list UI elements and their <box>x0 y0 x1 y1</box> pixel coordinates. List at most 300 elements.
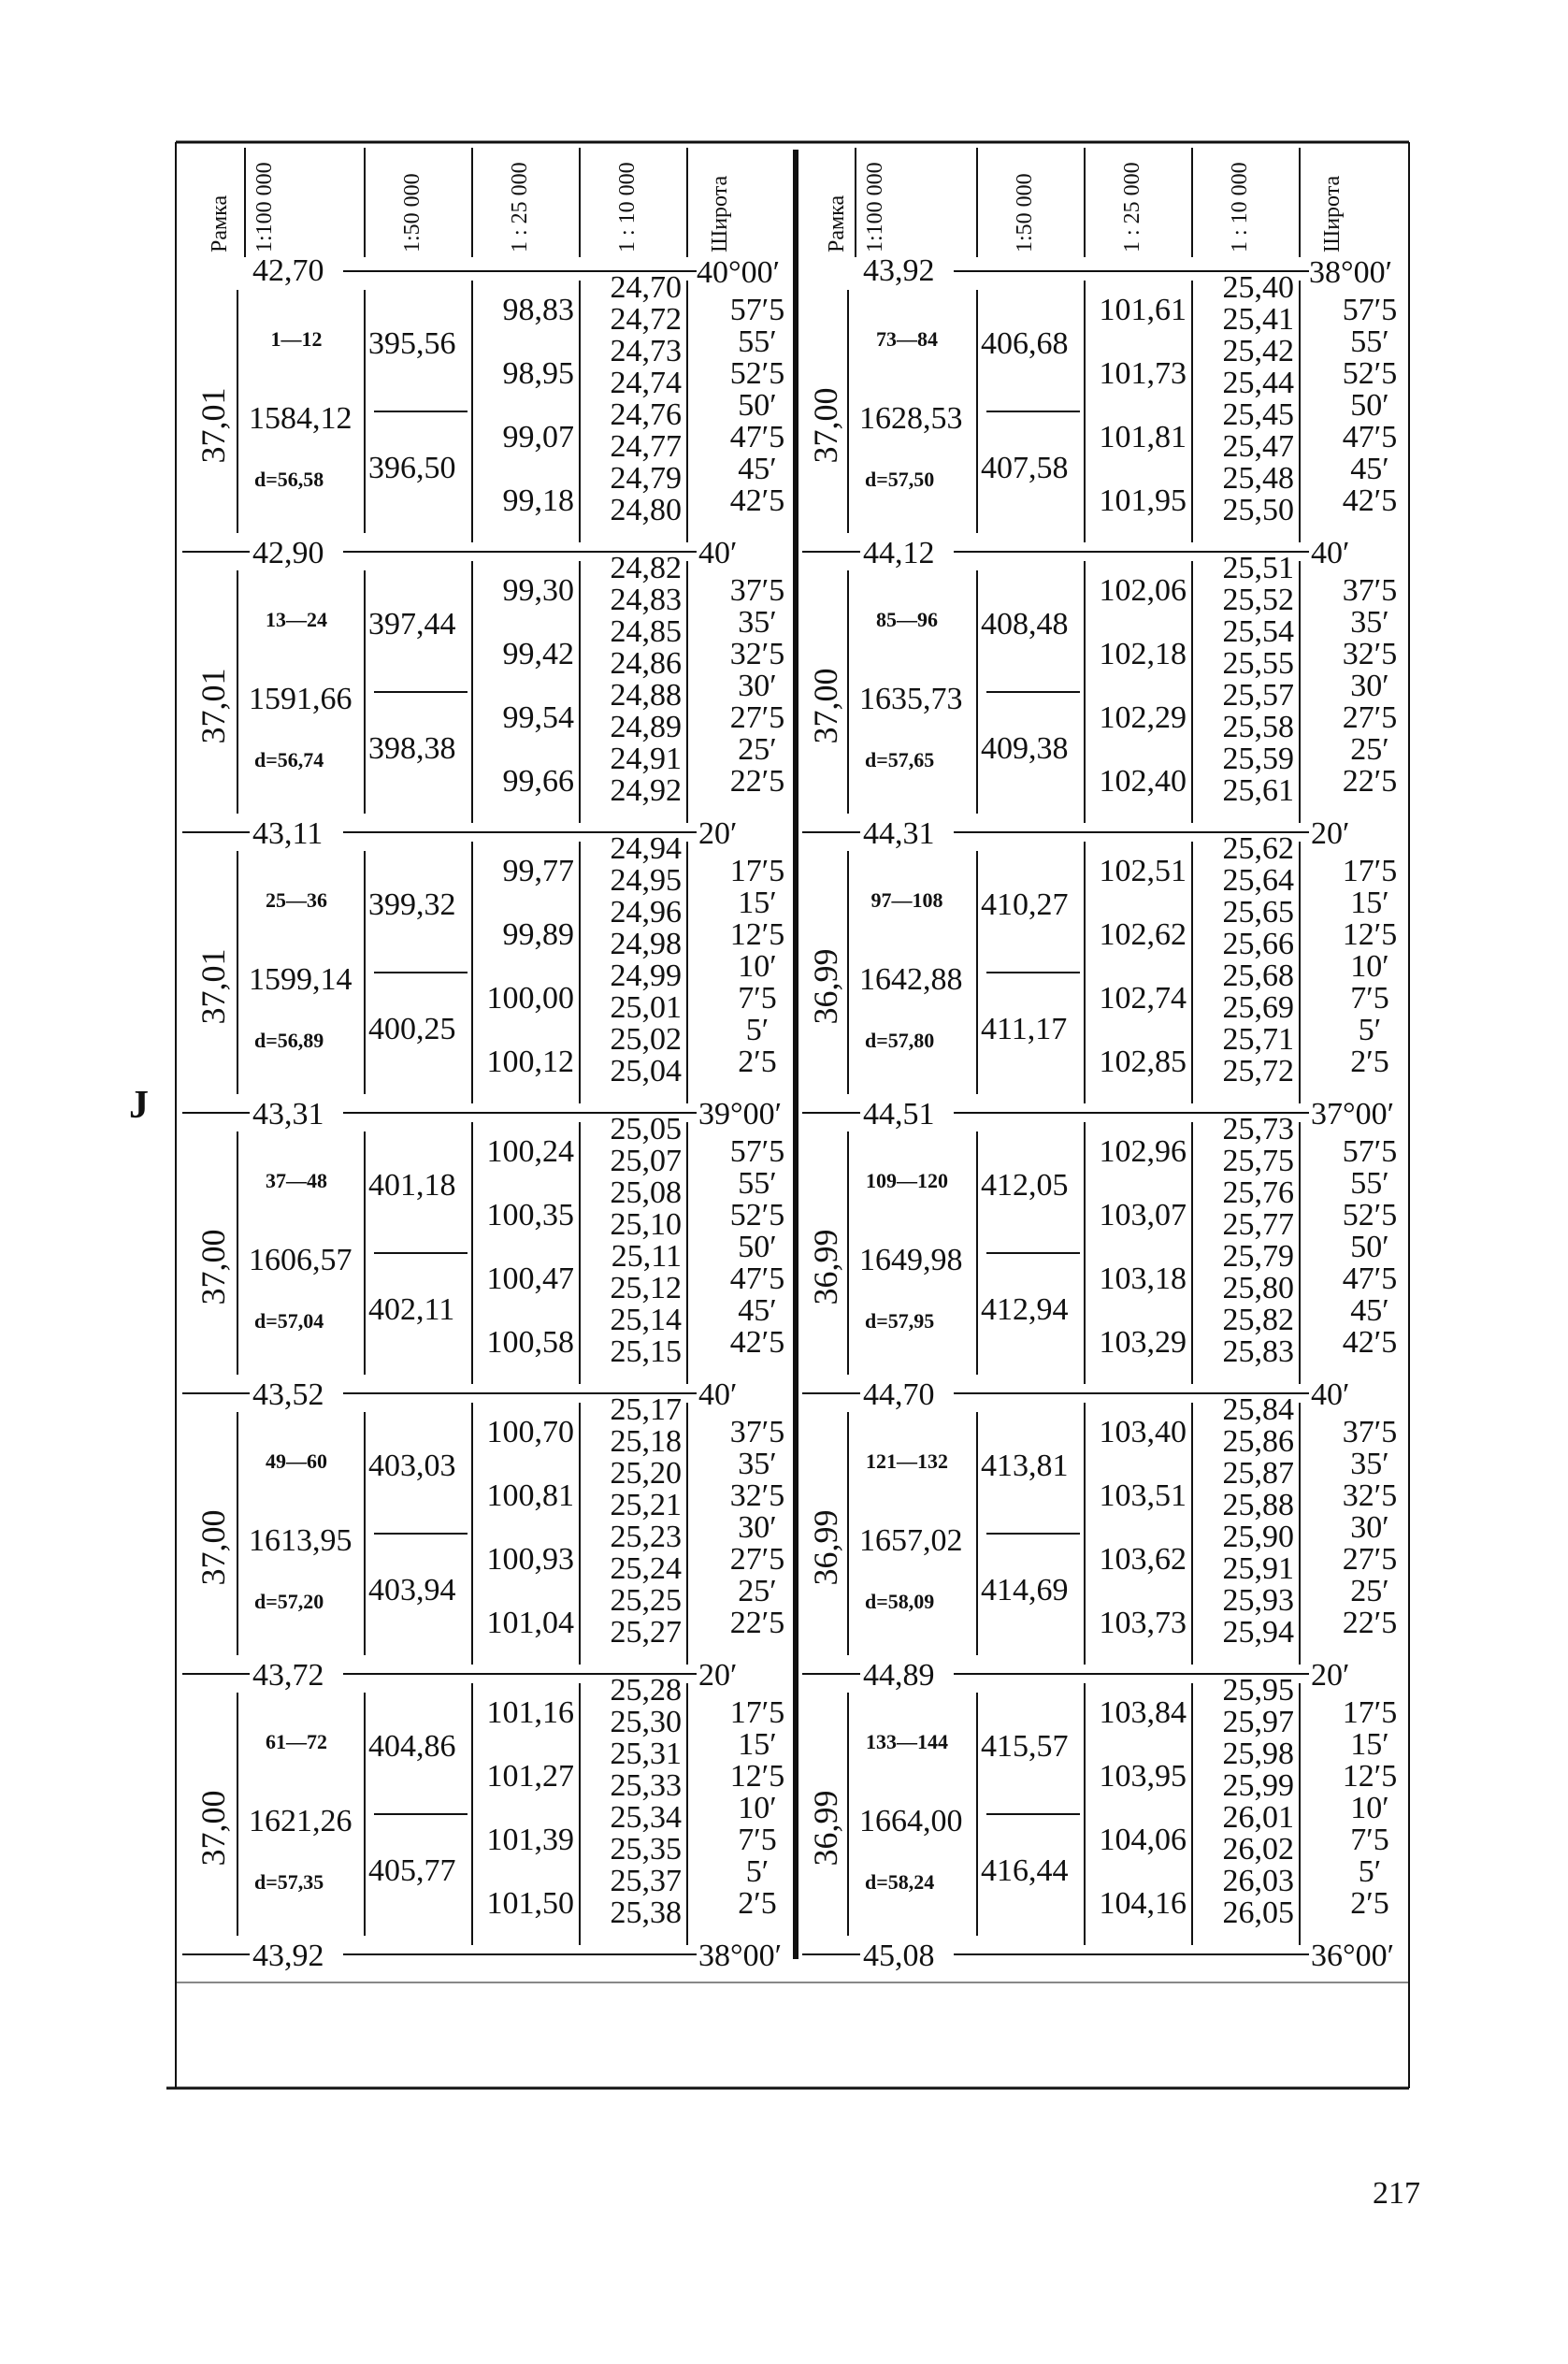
diagonal-value: d=56,89 <box>254 1029 324 1052</box>
latitude-minute: 52′5 <box>729 1198 785 1232</box>
sheet-range: 133—144 <box>866 1730 948 1753</box>
frame-length: 1664,00 <box>859 1804 963 1838</box>
latitude-minute: 57′5 <box>1342 1134 1398 1169</box>
s25-value: 101,81 <box>1099 420 1187 454</box>
frame-value: 43,52 <box>252 1377 324 1412</box>
latitude-minute: 37′5 <box>1342 573 1398 608</box>
latitude-minute: 55′ <box>738 1166 777 1201</box>
latitude-minute: 42′5 <box>729 1325 785 1360</box>
side-letter: J <box>129 1084 149 1127</box>
s10-value: 26,02 <box>1222 1832 1294 1867</box>
latitude-mark: 38°00′ <box>698 1939 783 1973</box>
s10-value: 25,47 <box>1222 429 1294 464</box>
frame-value: 44,70 <box>863 1377 935 1412</box>
s25-value: 102,29 <box>1099 700 1187 735</box>
s50-value: 407,58 <box>981 451 1069 485</box>
latitude-minute: 52′5 <box>729 356 785 391</box>
s10-value: 25,42 <box>1222 334 1294 368</box>
latitude-mark: 40′ <box>698 536 738 570</box>
s25-value: 98,95 <box>502 356 574 391</box>
s25-value: 99,66 <box>502 764 574 799</box>
latitude-minute: 50′ <box>738 1230 777 1264</box>
s50-value: 395,56 <box>368 326 456 361</box>
latitude-minute: 5′ <box>745 1854 770 1889</box>
diagonal-value: d=56,74 <box>254 748 324 771</box>
latitude-minute: 22′5 <box>1342 1606 1398 1640</box>
s25-value: 101,95 <box>1099 483 1187 518</box>
s10-value: 25,76 <box>1222 1175 1294 1210</box>
s10-value: 25,65 <box>1222 895 1294 930</box>
s10-value: 25,07 <box>610 1144 682 1178</box>
s50-value: 396,50 <box>368 451 456 485</box>
s10-value: 25,57 <box>1222 678 1294 713</box>
s50-value: 402,11 <box>368 1292 455 1327</box>
latitude-minute: 12′5 <box>1342 1759 1398 1794</box>
s10-value: 25,66 <box>1222 927 1294 961</box>
latitude-minute: 45′ <box>1350 452 1389 486</box>
s10-value: 25,11 <box>611 1239 682 1274</box>
s25-value: 101,04 <box>486 1606 574 1640</box>
latitude-minute: 22′5 <box>729 764 785 799</box>
s50-value: 404,86 <box>368 1729 456 1764</box>
latitude-minute: 10′ <box>1350 1791 1389 1825</box>
s10-value: 25,86 <box>1222 1424 1294 1459</box>
frame-value: 43,92 <box>252 1939 324 1973</box>
ramka-value: 36,99 <box>807 1509 844 1586</box>
s25-value: 100,00 <box>486 981 574 1016</box>
s50-value: 405,77 <box>368 1853 456 1888</box>
frame-length: 1642,88 <box>859 962 963 997</box>
s10-value: 25,27 <box>610 1615 682 1650</box>
latitude-minute: 47′5 <box>729 420 785 454</box>
sheet-range: 1—12 <box>270 327 323 351</box>
header-s50: 1:50 000 <box>400 173 424 252</box>
s10-value: 25,83 <box>1222 1334 1294 1369</box>
page-number: 217 <box>1373 2176 1420 2211</box>
s10-value: 25,54 <box>1222 614 1294 649</box>
diagonal-value: d=57,65 <box>865 748 935 771</box>
s25-value: 102,85 <box>1099 1045 1187 1079</box>
s25-value: 103,29 <box>1099 1325 1187 1360</box>
latitude-minute: 5′ <box>1358 1013 1382 1047</box>
latitude-minute: 55′ <box>1350 1166 1389 1201</box>
s25-value: 103,07 <box>1099 1198 1187 1232</box>
ramka-value: 37,00 <box>194 1509 232 1586</box>
frame-value: 44,89 <box>863 1658 935 1693</box>
header-s100: 1:100 000 <box>252 162 277 252</box>
latitude-minute: 30′ <box>1350 1510 1389 1545</box>
s10-value: 26,05 <box>1222 1896 1294 1930</box>
diagonal-value: d=57,35 <box>254 1870 324 1894</box>
latitude-minute: 55′ <box>1350 324 1389 359</box>
latitude-minute: 15′ <box>1350 1727 1389 1762</box>
s10-value: 24,70 <box>610 270 682 305</box>
s10-value: 24,98 <box>610 927 682 961</box>
latitude-minute: 32′5 <box>729 637 785 671</box>
s10-value: 25,91 <box>1222 1551 1294 1586</box>
header-ramka: Рамка <box>208 195 232 252</box>
header-s100: 1:100 000 <box>863 162 887 252</box>
s25-value: 102,51 <box>1099 854 1187 888</box>
s50-value: 400,25 <box>368 1012 456 1046</box>
s10-value: 25,33 <box>610 1768 682 1803</box>
s10-value: 24,96 <box>610 895 682 930</box>
latitude-minute: 50′ <box>1350 1230 1389 1264</box>
s50-value: 408,48 <box>981 607 1069 641</box>
header-lat: Широта <box>708 175 732 252</box>
s10-value: 25,82 <box>1222 1303 1294 1337</box>
s50-value: 411,17 <box>981 1012 1068 1046</box>
s10-value: 25,68 <box>1222 959 1294 993</box>
latitude-minute: 32′5 <box>729 1478 785 1513</box>
s25-value: 100,35 <box>486 1198 574 1232</box>
frame-length: 1657,02 <box>859 1523 963 1558</box>
s10-value: 25,97 <box>1222 1705 1294 1739</box>
s10-value: 25,69 <box>1222 990 1294 1025</box>
s50-value: 397,44 <box>368 607 456 641</box>
ramka-value: 37,00 <box>194 1790 232 1867</box>
latitude-minute: 25′ <box>1350 732 1389 767</box>
latitude-minute: 52′5 <box>1342 356 1398 391</box>
frame-length: 1606,57 <box>249 1243 352 1277</box>
latitude-minute: 17′5 <box>1342 854 1398 888</box>
latitude-minute: 22′5 <box>729 1606 785 1640</box>
s10-value: 25,77 <box>1222 1207 1294 1242</box>
s10-value: 24,77 <box>610 429 682 464</box>
latitude-minute: 47′5 <box>1342 420 1398 454</box>
latitude-minute: 2′5 <box>738 1045 777 1079</box>
s25-value: 104,16 <box>1099 1886 1187 1921</box>
s50-value: 403,94 <box>368 1573 456 1607</box>
s10-value: 25,80 <box>1222 1271 1294 1305</box>
s25-value: 103,40 <box>1099 1415 1187 1449</box>
s25-value: 104,06 <box>1099 1823 1187 1857</box>
latitude-mark: 20′ <box>698 816 738 851</box>
s10-value: 24,92 <box>610 773 682 808</box>
latitude-minute: 47′5 <box>729 1261 785 1296</box>
frame-value: 43,31 <box>252 1097 324 1132</box>
frame-length: 1584,12 <box>249 401 352 436</box>
latitude-minute: 57′5 <box>1342 293 1398 327</box>
s25-value: 103,73 <box>1099 1606 1187 1640</box>
top-frame-value: 42,70 <box>252 253 324 288</box>
diagonal-value: d=56,58 <box>254 468 324 491</box>
latitude-minute: 5′ <box>1358 1854 1382 1889</box>
sheet-range: 85—96 <box>876 608 938 631</box>
latitude-mark: 40′ <box>1311 1377 1350 1412</box>
latitude-minute: 30′ <box>738 669 777 703</box>
s10-value: 25,30 <box>610 1705 682 1739</box>
s10-value: 25,34 <box>610 1800 682 1835</box>
frame-value: 44,12 <box>863 536 935 570</box>
latitude-minute: 50′ <box>1350 388 1389 423</box>
latitude-minute: 10′ <box>1350 949 1389 984</box>
s25-value: 99,54 <box>502 700 574 735</box>
latitude-minute: 35′ <box>738 1447 777 1481</box>
frame-length: 1621,26 <box>249 1804 352 1838</box>
s10-value: 25,95 <box>1222 1673 1294 1708</box>
s25-value: 103,18 <box>1099 1261 1187 1296</box>
sheet-range: 61—72 <box>266 1730 327 1753</box>
s25-value: 102,74 <box>1099 981 1187 1016</box>
ramka-value: 36,99 <box>807 948 844 1025</box>
latitude-minute: 27′5 <box>729 700 785 735</box>
latitude-minute: 10′ <box>738 949 777 984</box>
s50-value: 415,57 <box>981 1729 1069 1764</box>
header-s10: 1 : 10 000 <box>615 162 640 252</box>
latitude-minute: 27′5 <box>1342 700 1398 735</box>
s10-value: 25,62 <box>1222 831 1294 866</box>
s25-value: 101,73 <box>1099 356 1187 391</box>
latitude-minute: 7′5 <box>738 981 777 1016</box>
s50-value: 414,69 <box>981 1573 1069 1607</box>
s25-value: 101,39 <box>486 1823 574 1857</box>
s10-value: 24,74 <box>610 366 682 400</box>
latitude-mark: 37°00′ <box>1311 1097 1395 1132</box>
latitude-minute: 10′ <box>738 1791 777 1825</box>
ramka-value: 36,99 <box>807 1790 844 1867</box>
header-s10: 1 : 10 000 <box>1228 162 1252 252</box>
header-s25: 1 : 25 000 <box>1120 162 1144 252</box>
s25-value: 103,84 <box>1099 1695 1187 1730</box>
latitude-minute: 27′5 <box>1342 1542 1398 1577</box>
s10-value: 25,40 <box>1222 270 1294 305</box>
s25-value: 100,70 <box>486 1415 574 1449</box>
s10-value: 24,88 <box>610 678 682 713</box>
latitude-minute: 45′ <box>738 452 777 486</box>
latitude-minute: 17′5 <box>729 854 785 888</box>
diagonal-value: d=58,24 <box>865 1870 935 1894</box>
s10-value: 25,08 <box>610 1175 682 1210</box>
latitude-minute: 15′ <box>1350 886 1389 920</box>
s25-value: 99,07 <box>502 420 574 454</box>
s25-value: 102,06 <box>1099 573 1187 608</box>
latitude-minute: 42′5 <box>1342 483 1398 518</box>
s25-value: 103,95 <box>1099 1759 1187 1794</box>
latitude-minute: 27′5 <box>729 1542 785 1577</box>
frame-length: 1613,95 <box>249 1523 352 1558</box>
frame-length: 1635,73 <box>859 682 963 716</box>
sheet-range: 121—132 <box>866 1449 948 1473</box>
s25-value: 101,16 <box>486 1695 574 1730</box>
s10-value: 25,10 <box>610 1207 682 1242</box>
s10-value: 25,05 <box>610 1112 682 1146</box>
header-ramka: Рамка <box>825 195 849 252</box>
latitude-mark: 40′ <box>698 1377 738 1412</box>
s50-value: 412,05 <box>981 1168 1069 1203</box>
s10-value: 24,95 <box>610 863 682 898</box>
s10-value: 24,94 <box>610 831 682 866</box>
s25-value: 103,62 <box>1099 1542 1187 1577</box>
s10-value: 25,21 <box>610 1488 682 1522</box>
latitude-mark: 20′ <box>1311 1658 1350 1693</box>
s10-value: 25,24 <box>610 1551 682 1586</box>
s50-value: 412,94 <box>981 1292 1069 1327</box>
latitude-minute: 42′5 <box>1342 1325 1398 1360</box>
s10-value: 24,82 <box>610 551 682 585</box>
ramka-value: 37,00 <box>807 668 844 744</box>
s50-value: 406,68 <box>981 326 1069 361</box>
s10-value: 25,41 <box>1222 302 1294 337</box>
latitude-minute: 45′ <box>1350 1293 1389 1328</box>
s10-value: 25,23 <box>610 1520 682 1554</box>
latitude-minute: 7′5 <box>1350 981 1389 1016</box>
ramka-value: 37,00 <box>194 1229 232 1305</box>
s10-value: 25,88 <box>1222 1488 1294 1522</box>
s25-value: 99,42 <box>502 637 574 671</box>
s10-value: 25,37 <box>610 1864 682 1898</box>
diagonal-value: d=57,50 <box>865 468 935 491</box>
s25-value: 101,27 <box>486 1759 574 1794</box>
s50-value: 410,27 <box>981 887 1069 922</box>
s10-value: 25,02 <box>610 1022 682 1057</box>
s25-value: 99,77 <box>502 854 574 888</box>
s10-value: 25,04 <box>610 1054 682 1088</box>
s10-value: 25,35 <box>610 1832 682 1867</box>
latitude-mark: 36°00′ <box>1311 1939 1395 1973</box>
latitude-minute: 2′5 <box>1350 1045 1389 1079</box>
s25-value: 102,40 <box>1099 764 1187 799</box>
s10-value: 24,79 <box>610 461 682 496</box>
s10-value: 25,15 <box>610 1334 682 1369</box>
ramka-value: 37,01 <box>194 948 232 1025</box>
latitude-minute: 57′5 <box>729 293 785 327</box>
s10-value: 25,12 <box>610 1271 682 1305</box>
s50-value: 413,81 <box>981 1449 1069 1483</box>
frame-length: 1649,98 <box>859 1243 963 1277</box>
latitude-mark: 39°00′ <box>698 1097 783 1132</box>
s10-value: 24,83 <box>610 583 682 617</box>
latitude-minute: 25′ <box>1350 1574 1389 1608</box>
latitude-minute: 50′ <box>738 388 777 423</box>
s10-value: 24,99 <box>610 959 682 993</box>
latitude-minute: 17′5 <box>1342 1695 1398 1730</box>
s10-value: 25,31 <box>610 1737 682 1771</box>
latitude-minute: 7′5 <box>1350 1823 1389 1857</box>
s25-value: 98,83 <box>502 293 574 327</box>
latitude-minute: 25′ <box>738 732 777 767</box>
latitude-minute: 5′ <box>745 1013 770 1047</box>
latitude-minute: 35′ <box>1350 1447 1389 1481</box>
header-s25: 1 : 25 000 <box>508 162 532 252</box>
s25-value: 101,50 <box>486 1886 574 1921</box>
latitude-minute: 15′ <box>738 886 777 920</box>
s10-value: 24,72 <box>610 302 682 337</box>
s25-value: 101,61 <box>1099 293 1187 327</box>
s10-value: 25,87 <box>1222 1456 1294 1491</box>
latitude-minute: 30′ <box>1350 669 1389 703</box>
s10-value: 25,94 <box>1222 1615 1294 1650</box>
s10-value: 25,64 <box>1222 863 1294 898</box>
s10-value: 25,17 <box>610 1392 682 1427</box>
frame-length: 1591,66 <box>249 682 352 716</box>
diagonal-value: d=57,04 <box>254 1309 324 1333</box>
s50-value: 403,03 <box>368 1449 456 1483</box>
sheet-range: 73—84 <box>876 327 938 351</box>
s25-value: 100,24 <box>486 1134 574 1169</box>
s10-value: 25,38 <box>610 1896 682 1930</box>
diagonal-value: d=57,80 <box>865 1029 935 1052</box>
header-lat: Широта <box>1320 175 1345 252</box>
latitude-minute: 32′5 <box>1342 637 1398 671</box>
latitude-minute: 37′5 <box>729 1415 785 1449</box>
frame-value: 44,51 <box>863 1097 935 1132</box>
s10-value: 25,14 <box>610 1303 682 1337</box>
s10-value: 25,50 <box>1222 493 1294 527</box>
s10-value: 25,28 <box>610 1673 682 1708</box>
s50-value: 409,38 <box>981 731 1069 766</box>
latitude-mark: 20′ <box>698 1658 738 1693</box>
ramka-value: 36,99 <box>807 1229 844 1305</box>
latitude-minute: 12′5 <box>729 1759 785 1794</box>
latitude-minute: 37′5 <box>729 573 785 608</box>
s25-value: 99,18 <box>502 483 574 518</box>
latitude-minute: 32′5 <box>1342 1478 1398 1513</box>
top-frame-value: 43,92 <box>863 253 935 288</box>
s10-value: 24,86 <box>610 646 682 681</box>
s10-value: 25,18 <box>610 1424 682 1459</box>
latitude-minute: 37′5 <box>1342 1415 1398 1449</box>
latitude-minute: 57′5 <box>729 1134 785 1169</box>
s10-value: 25,72 <box>1222 1054 1294 1088</box>
diagonal-value: d=57,95 <box>865 1309 935 1333</box>
latitude-minute: 2′5 <box>738 1886 777 1921</box>
s10-value: 25,98 <box>1222 1737 1294 1771</box>
s50-value: 416,44 <box>981 1853 1069 1888</box>
latitude-minute: 30′ <box>738 1510 777 1545</box>
s10-value: 25,73 <box>1222 1112 1294 1146</box>
latitude-minute: 55′ <box>738 324 777 359</box>
s10-value: 25,25 <box>610 1583 682 1618</box>
s10-value: 25,99 <box>1222 1768 1294 1803</box>
s10-value: 25,55 <box>1222 646 1294 681</box>
s10-value: 24,73 <box>610 334 682 368</box>
frame-length: 1628,53 <box>859 401 963 436</box>
sheet-range: 97—108 <box>870 888 943 912</box>
s25-value: 100,58 <box>486 1325 574 1360</box>
latitude-minute: 7′5 <box>738 1823 777 1857</box>
latitude-minute: 47′5 <box>1342 1261 1398 1296</box>
s10-value: 25,61 <box>1222 773 1294 808</box>
latitude-minute: 42′5 <box>729 483 785 518</box>
s10-value: 25,71 <box>1222 1022 1294 1057</box>
s10-value: 25,59 <box>1222 742 1294 776</box>
frame-value: 45,08 <box>863 1939 935 1973</box>
sheet-range: 37—48 <box>266 1169 327 1192</box>
top-latitude: 40°00′ <box>697 255 781 290</box>
s25-value: 99,89 <box>502 917 574 952</box>
latitude-mark: 20′ <box>1311 816 1350 851</box>
s10-value: 26,01 <box>1222 1800 1294 1835</box>
latitude-minute: 45′ <box>738 1293 777 1328</box>
ramka-value: 37,01 <box>194 387 232 464</box>
top-latitude: 38°00′ <box>1309 255 1393 290</box>
latitude-minute: 52′5 <box>1342 1198 1398 1232</box>
s10-value: 25,45 <box>1222 397 1294 432</box>
s10-value: 25,90 <box>1222 1520 1294 1554</box>
frame-value: 43,72 <box>252 1658 324 1693</box>
s25-value: 103,51 <box>1099 1478 1187 1513</box>
latitude-minute: 35′ <box>1350 605 1389 640</box>
s25-value: 100,81 <box>486 1478 574 1513</box>
s10-value: 24,80 <box>610 493 682 527</box>
ramka-value: 37,01 <box>194 668 232 744</box>
s10-value: 25,20 <box>610 1456 682 1491</box>
latitude-minute: 12′5 <box>1342 917 1398 952</box>
s50-value: 399,32 <box>368 887 456 922</box>
s10-value: 24,91 <box>610 742 682 776</box>
latitude-mark: 40′ <box>1311 536 1350 570</box>
